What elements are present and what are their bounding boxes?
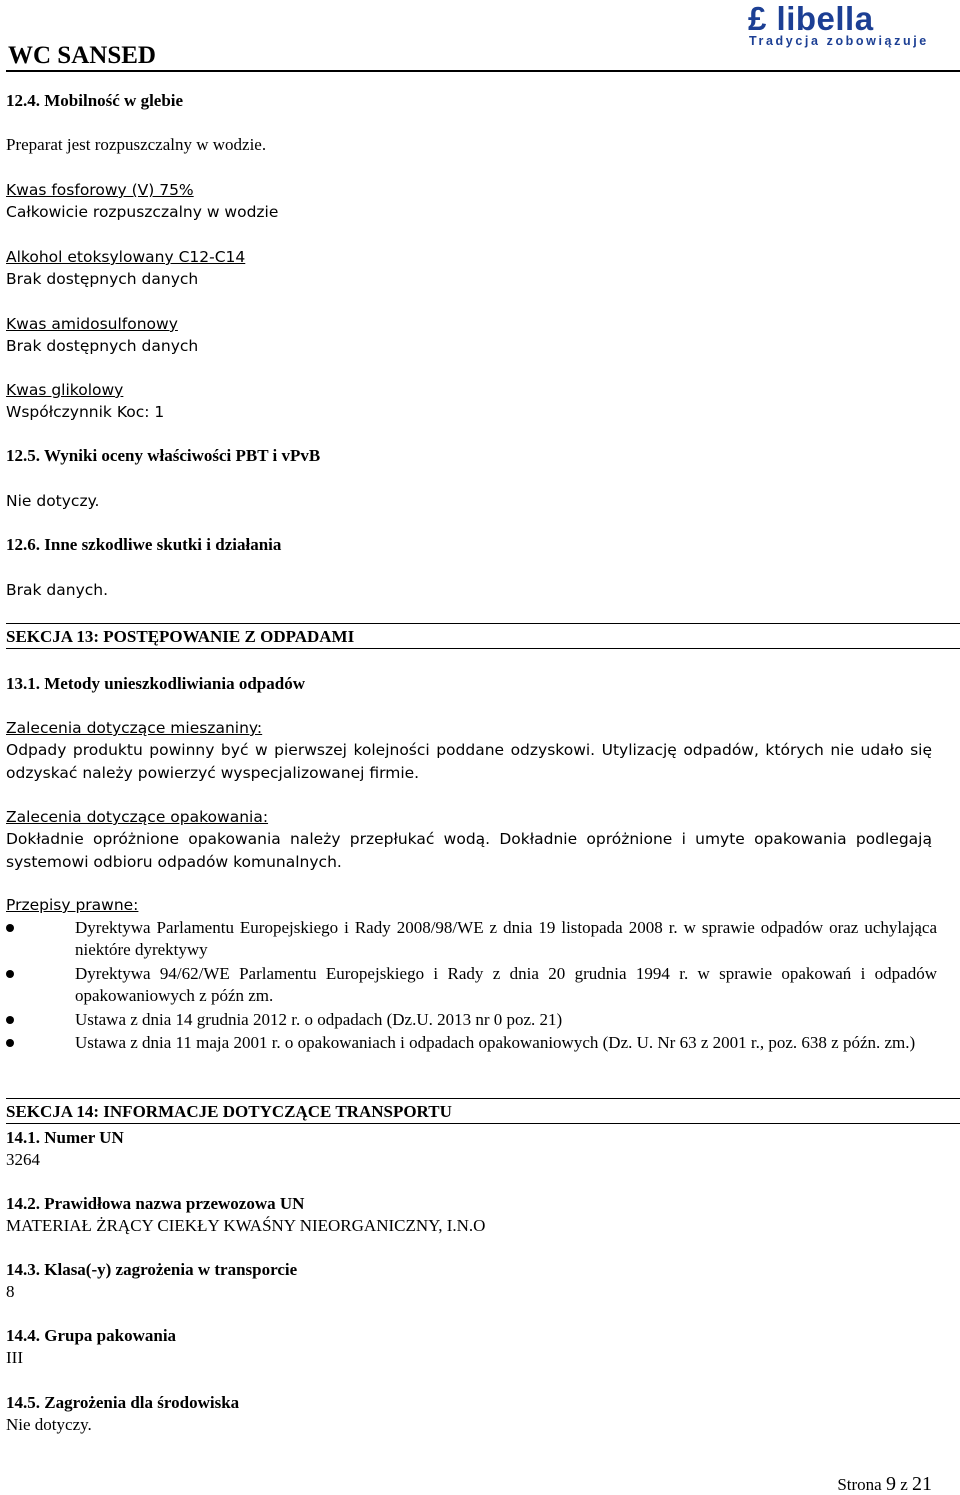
section-14-5-heading: 14.5. Zagrożenia dla środowiska [6,1393,240,1412]
total-pages: 21 [912,1473,932,1495]
section-12-5-heading: 12.5. Wyniki oceny właściwości PBT i vPvB [6,446,321,465]
section-13-top-rule [6,623,960,624]
packaging-label: Zalecenia dotyczące opakowania: [6,808,269,826]
legal-label: Przepisy prawne: [6,896,139,914]
section-14-4-value: III [6,1348,23,1367]
section-12-6-text: Brak danych. [6,581,109,599]
page-prefix: Strona [837,1475,886,1494]
section-14-1-heading: 14.1. Numer UN [6,1128,124,1147]
current-page: 9 [885,1473,896,1495]
legal-item-text: Dyrektywa Parlamentu Europejskiego i Rady 2008/98/WE z dnia 19 listopada 2008 r. w sprawie odpadów oraz uchylająca niektóre dyrektywy [75,918,937,959]
section-14-bottom-rule [6,1123,960,1124]
logo-tagline: Tradycja zobowiązuje [749,34,929,48]
legal-item-text: Ustawa z dnia 14 grudnia 2012 r. o odpadach (Dz.U. 2013 nr 0 poz. 21) [75,1010,563,1029]
section-14-2-value: MATERIAŁ ŻRĄCY CIEKŁY KWAŚNY NIEORGANICZNY, I.N.O [6,1216,486,1235]
substance-name: Kwas fosforowy (V) 75% [6,181,194,199]
page-separator: z [895,1475,912,1494]
section-12-4-heading: 12.4. Mobilność w glebie [6,91,184,110]
section-14-3-heading: 14.3. Klasa(-y) zagrożenia w transporcie [6,1260,298,1279]
section-14-heading: SEKCJA 14: INFORMACJE DOTYCZĄCE TRANSPORTU [6,1102,452,1121]
logo-mark: £ [748,0,767,37]
legal-item-text: Ustawa z dnia 11 maja 2001 r. o opakowaniach i odpadach opakowaniowych (Dz. U. Nr 63 z 2001 r., poz. 638 z późn. zm.) [75,1033,916,1052]
section-12-5-text: Nie dotyczy. [6,492,100,510]
substance-value: Brak dostępnych danych [6,337,199,355]
logo-wordmark [748,2,874,36]
bullet-icon [6,1016,14,1024]
substance-name: Kwas amidosulfonowy [6,315,178,333]
bullet-icon [6,970,14,978]
mixture-label: Zalecenia dotyczące mieszaniny: [6,719,263,737]
section-14-4-heading: 14.4. Grupa pakowania [6,1326,177,1345]
substance-value: Współczynnik Koc: 1 [6,403,165,421]
section-13-bottom-rule [6,648,960,649]
substance-value: Całkowicie rozpuszczalny w wodzie [6,203,279,221]
legal-item-text: Dyrektywa 94/62/WE Parlamentu Europejskiego i Rady z dnia 20 grudnia 1994 r. w sprawie opakowań i odpadów opakowaniowych z późn zm. [75,964,937,1005]
section-14-top-rule [6,1098,960,1099]
section-13-heading: SEKCJA 13: POSTĘPOWANIE Z ODPADAMI [6,627,355,646]
substance-name: Kwas glikolowy [6,381,124,399]
substance-value: Brak dostępnych danych [6,270,199,288]
section-14-2-heading: 14.2. Prawidłowa nazwa przewozowa UN [6,1194,305,1213]
section-14-3-value: 8 [6,1282,15,1301]
bullet-icon [6,1039,14,1047]
section-13-1-heading: 13.1. Metody unieszkodliwiania odpadów [6,674,305,693]
section-12-4-intro: Preparat jest rozpuszczalny w wodzie. [6,135,267,154]
section-14-5-value: Nie dotyczy. [6,1415,92,1434]
header-rule [6,70,960,72]
logo-text: libella [776,0,874,37]
mixture-text: Odpady produktu powinny być w pierwszej kolejności poddane odzyskowi. Utylizację odpadów, których nie udało się odzyskać należy powierzyć wyspecjalizowanej firmie. [6,741,932,782]
substance-name: Alkohol etoksylowany C12-C14 [6,248,246,266]
document-title: WC SANSED [8,42,156,69]
packaging-text: Dokładnie opróżnione opakowania należy przepłukać wodą. Dokładnie opróżnione i umyte opakowania podlegają systemowi odbioru odpadów komunalnych. [6,830,932,871]
section-12-6-heading: 12.6. Inne szkodliwe skutki i działania [6,535,282,554]
bullet-icon [6,924,14,932]
section-14-1-value: 3264 [6,1150,40,1169]
